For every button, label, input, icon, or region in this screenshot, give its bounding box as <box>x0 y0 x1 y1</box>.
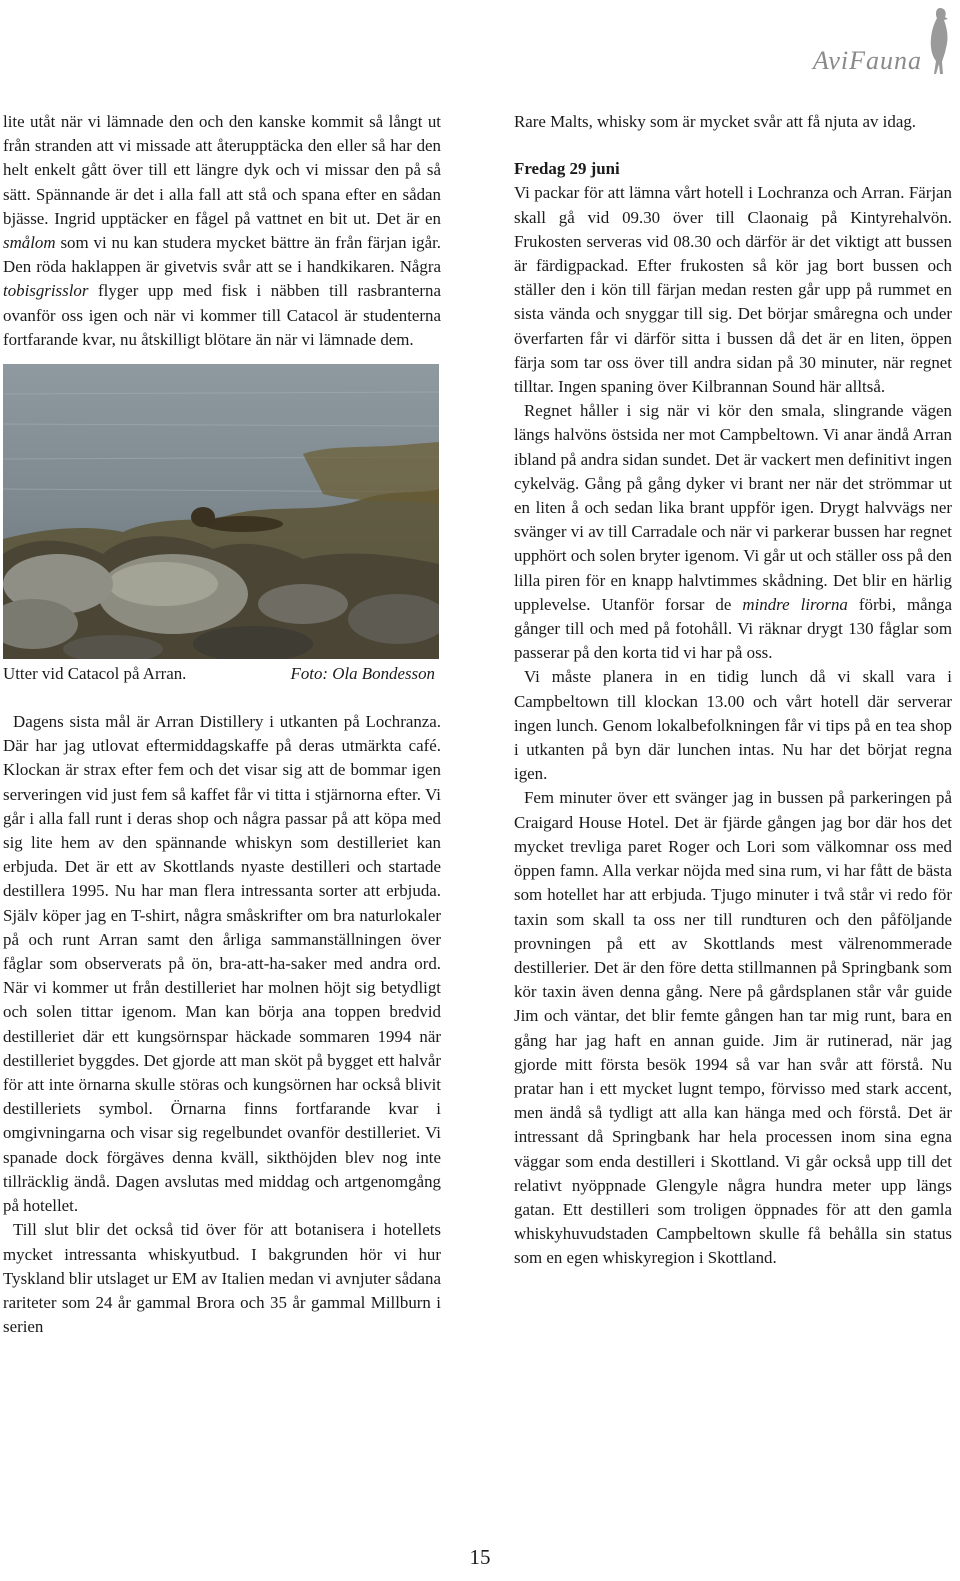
text-run: flyger upp med fisk i näbben till rasbranterna ovanför oss igen och när vi kommer till Catacol är studenterna fortfarande kvar, nu åtskilligt blötare än när vi lämnade dem. <box>3 281 441 349</box>
logo-text: AviFauna <box>812 46 922 75</box>
left-paragraph-1 <box>3 110 441 352</box>
species-name: mindre lirorna <box>742 594 848 614</box>
caption-text: Utter vid Catacol på Arran. <box>3 664 187 684</box>
left-column <box>3 110 441 1339</box>
day-heading: Fredag 29 juni <box>514 159 620 179</box>
text-run: lite utåt när vi lämnade den och den kanske kommit så långt ut från stranden att vi missade att återupptäcka den eller så har den helt enkelt gått över till ett längre dyk och vi missar den på så sätt. Spännande är det i alla fall att stå och spana efter en sådan bjässe. Ingrid upptäcker en fågel på vattnet en bit ut. Det är en <box>3 112 441 228</box>
page-number: 15 <box>469 1545 491 1569</box>
right-paragraph-5: Fem minuter över ett svänger jag in bussen på parkeringen på Craigard House Hotel. Det är fjärde gången jag bor där hos det mycket trevliga paret Roger och Lori som välkomnar oss med öppen famn. Alla verkar nöjda med sina rum, vi har fått de bästa som hotellet har att erbjuda. Tjugo minuter i två står vi redo för taxin som skall ta oss ner till rundturen och den påföljande provningen på ett av Skottlands mest välrenommerade destillerier. Det är den före detta stillmannen på Springbank som kör taxin även denna gång. Nere på gårdsplanen står vår guide Jim och väntar, det blir femte gången han tar mig runt, bara en gång har jag haft en annan guide. Jim är rutinerad, när jag gjorde mitt första besök 1994 så var han svår att förstå. Nu pratar han i ett mycket lugnt tempo, förvisso med stark accent, men ändå så tydligt att alla kan hänga med och förstå. Det är intressant då Springbank har hela processen inom sina egna väggar som enda destilleri i Skottland. Vi går också upp till det relativt nyöppnade Glengyle några hundra meter upp längs gatan. Ett destilleri som troligen öppnades för att den gamla whiskyhuvudstaden Campbeltown skulle få behålla sin status som en egen whiskyregion i Skottland. <box>514 788 952 1268</box>
right-paragraph-2: Vi packar för att lämna vårt hotell i Lochranza och Arran. Färjan skall gå vid 09.30 över till Claonaig på Kintyrehalvön. Frukosten serveras vid 08.30 och därför är det viktigt att bussen är färdigpackad. Efter frukosten så kör jag bort bussen och ställer den i kön till färjan medan resten går upp på rummet en sista vända och snyggar till sig. Det börjar småregna och under överfarten får vi därför sitta i bussen då det är en liten, öppen färja som tar oss över till andra sidan på 30 minuter, när regnet tilltar. Ingen spaning över Kilbrannan Sound här alltså. <box>514 183 952 397</box>
right-paragraph-4: Vi måste planera in en tidig lunch då vi skall vara i Campbeltown till klockan 13.00 och vårt hotell där serverar ingen lunch. Genom lokalbefolkningen får vi tips på en tea shop i utkanten på byn där lunchen intas. Nu har det börjat regna igen. <box>514 667 952 784</box>
right-column <box>514 110 952 1271</box>
left-paragraph-2: Dagens sista mål är Arran Distillery i utkanten på Lochranza. Där har jag utlovat eftermiddagskaffe på deras utmärkta café. Klockan är strax efter fem och det visar sig att de bommar igen serveringen vid just fem så kaffet får vi titta i stjärnorna efter. Vi går i alla fall runt i deras shop och några passar på att köpa med sig lite hem av den spännande whiskyn som destilleriet kan erbjuda. Det är ett av Skottlands nyaste destilleri och startade destillera 1995. Nu har man flera intressanta sorter att erbjuda. Själv köper jag en T-shirt, några småskrifter om bra naturlokaler på och runt Arran samt den årliga sammanställningen över fåglar som observerats på ön, bra-att-ha-saker med andra ord. När vi kommer ut från destilleriet har molnen höjt sig betydligt och solen tittar igenom. Man kan börja ana toppen bredvid destilleriet där ett kungsörnspar häckade sommaren 1994 när destilleriet byggdes. Det gjorde att man sköt på bygget ett halvår för att inte örnarna skulle störas och kungsörnen har också blivit destilleriets symbol. Örnarna finns fortfarande kvar i omgivningarna och visar sig regelbundet ovanför destilleriet. Vi spanade dock förgäves denna kväll, sikthöjden blev nog inte tillräcklig ändå. Dagen avslutas med middag och artgenomgång på hotellet. <box>3 712 441 1216</box>
otter-photo <box>3 364 439 659</box>
photo-credit: Foto: Ola Bondesson <box>290 664 435 684</box>
photo-caption <box>3 661 435 687</box>
text-run: Regnet håller i sig när vi kör den smala, slingrande vägen längs halvöns östsida ner mot Campbeltown. Vi anar ändå Arran ibland på andra sidan sundet. Det är vackert men definitivt ingen cykelväg. Gång på gång dyker vi brant ner när det strömmar ut en liten å och sedan lika brant uppför igen. Drygt halvvägs ner svänger vi av till Carradale och när vi parkerar bussen har regnet upphört och solen bryter igenom. Vi går ut och ställer oss på den lilla piren för en knapp halvtimmes skådning. Det blir en härlig upplevelse. Utanför forsar de <box>514 401 952 614</box>
text-run: som vi nu kan studera mycket bättre än från färjan igår. Den röda haklappen är givetvis svår att se i handkikaren. Några <box>3 233 441 277</box>
text-run: förbi, många gånger till och med på fotohåll. Vi räknar drygt 130 fåglar som passerar på den korta tid vi har på oss. <box>514 594 952 663</box>
species-name: smålom <box>3 233 56 253</box>
right-paragraph-1: Rare Malts, whisky som är mycket svår att få njuta av idag. <box>514 112 916 131</box>
species-name: tobisgrisslor <box>3 281 89 301</box>
bird-silhouette-icon <box>924 4 954 76</box>
left-paragraph-3: Till slut blir det också tid över för att botanisera i hotellets mycket intressanta whiskyutbud. I bakgrunden hör vi hur Tyskland blir utslaget ur EM av Italien medan vi avnjuter sådana rariteter som 24 år gammal Brora och 35 år gammal Millburn i serien <box>3 1220 441 1337</box>
right-paragraph-3 <box>514 399 952 665</box>
